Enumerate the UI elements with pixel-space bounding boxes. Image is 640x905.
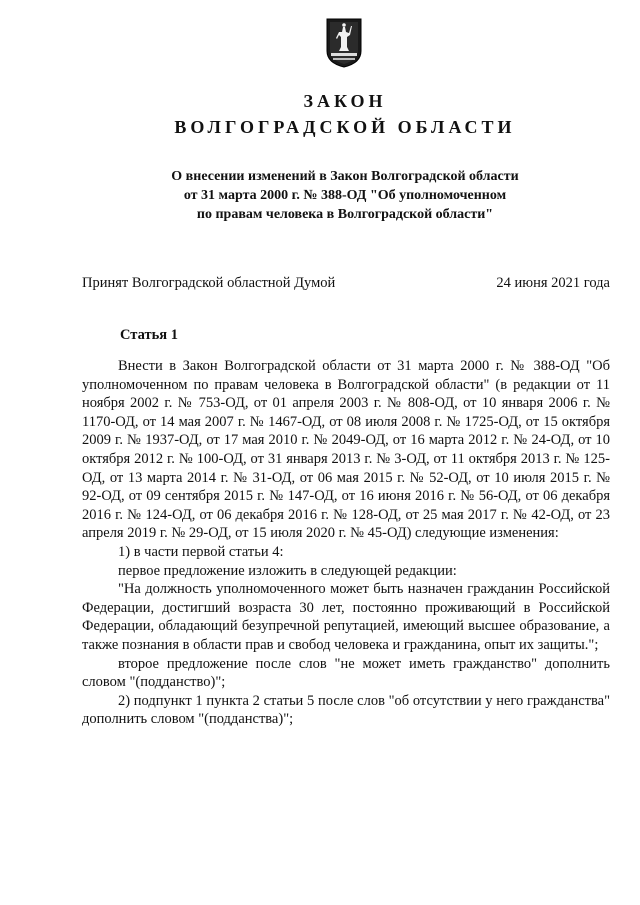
- document-title-line2: ВОЛГОГРАДСКОЙ ОБЛАСТИ: [174, 117, 516, 137]
- article-body: [82, 357, 610, 729]
- article-title: Статья 1: [120, 327, 178, 343]
- subject-line: по правам человека в Волгоградской области": [196, 207, 494, 222]
- adopted-date: 24 июня 2021 года: [496, 275, 610, 291]
- subject-line: от 31 марта 2000 г. № 388-ОД "Об уполномоченном: [183, 188, 507, 203]
- adopted-by: Принят Волгоградской областной Думой: [82, 275, 336, 291]
- coat-of-arms-icon: [325, 17, 363, 69]
- paragraph: "На должность уполномоченного может быть назначен гражданин Российской Федерации, достигший возраста 30 лет, постоянно проживающий в Российской Федерации, обладающий безупречной репутацией, имеющий высшее образование, а также познания в области прав и свобод человека и гражданина, опыт их защиты.";: [82, 581, 610, 653]
- subject-line: О внесении изменений в Закон Волгоградской области: [171, 169, 519, 184]
- paragraph: второе предложение после слов "не может иметь гражданство" дополнить словом "(подданство)";: [82, 655, 610, 691]
- document-subject: [0, 167, 640, 224]
- paragraph: первое предложение изложить в следующей редакции:: [118, 562, 457, 579]
- paragraph: Внести в Закон Волгоградской области от 31 марта 2000 г. № 388-ОД "Об уполномоченном по правам человека в Волгоградской области" (в редакции от 11 ноября 2002 г. № 753-ОД, от 01 апреля 2003 г. № 808-ОД, от 10 января 2006 г. № 1170-ОД, от 14 мая 2007 г. № 1467-ОД, от 08 июля 2008 г. № 1725-ОД, от 15 октября 2009 г. № 1937-ОД, от 17 мая 2010 г. № 2049-ОД, от 16 марта 2012 г. № 24-ОД, от 10 октября 2012 г. № 100-ОД, от 31 января 2013 г. № 3-ОД, от 11 октября 2013 г. № 125-ОД, от 13 марта 2014 г. № 31-ОД, от 06 мая 2015 г. № 52-ОД, от 10 июля 2015 г. № 92-ОД, от 09 сентября 2015 г. № 147-ОД, от 16 июня 2016 г. № 56-ОД, от 06 декабря 2016 г. № 124-ОД, от 06 декабря 2016 г. № 128-ОД, от 25 мая 2017 г. № 42-ОД, от 23 апреля 2019 г. № 29-ОД, от 15 июля 2020 г. № 45-ОД) следующие изменения:: [82, 358, 610, 542]
- paragraph: 1) в части первой статьи 4:: [118, 543, 284, 560]
- document-title-line1: ЗАКОН: [303, 91, 387, 111]
- paragraph: 2) подпункт 1 пункта 2 статьи 5 после слов "об отсутствии у него гражданства" дополнить словом "(подданства)";: [82, 692, 610, 728]
